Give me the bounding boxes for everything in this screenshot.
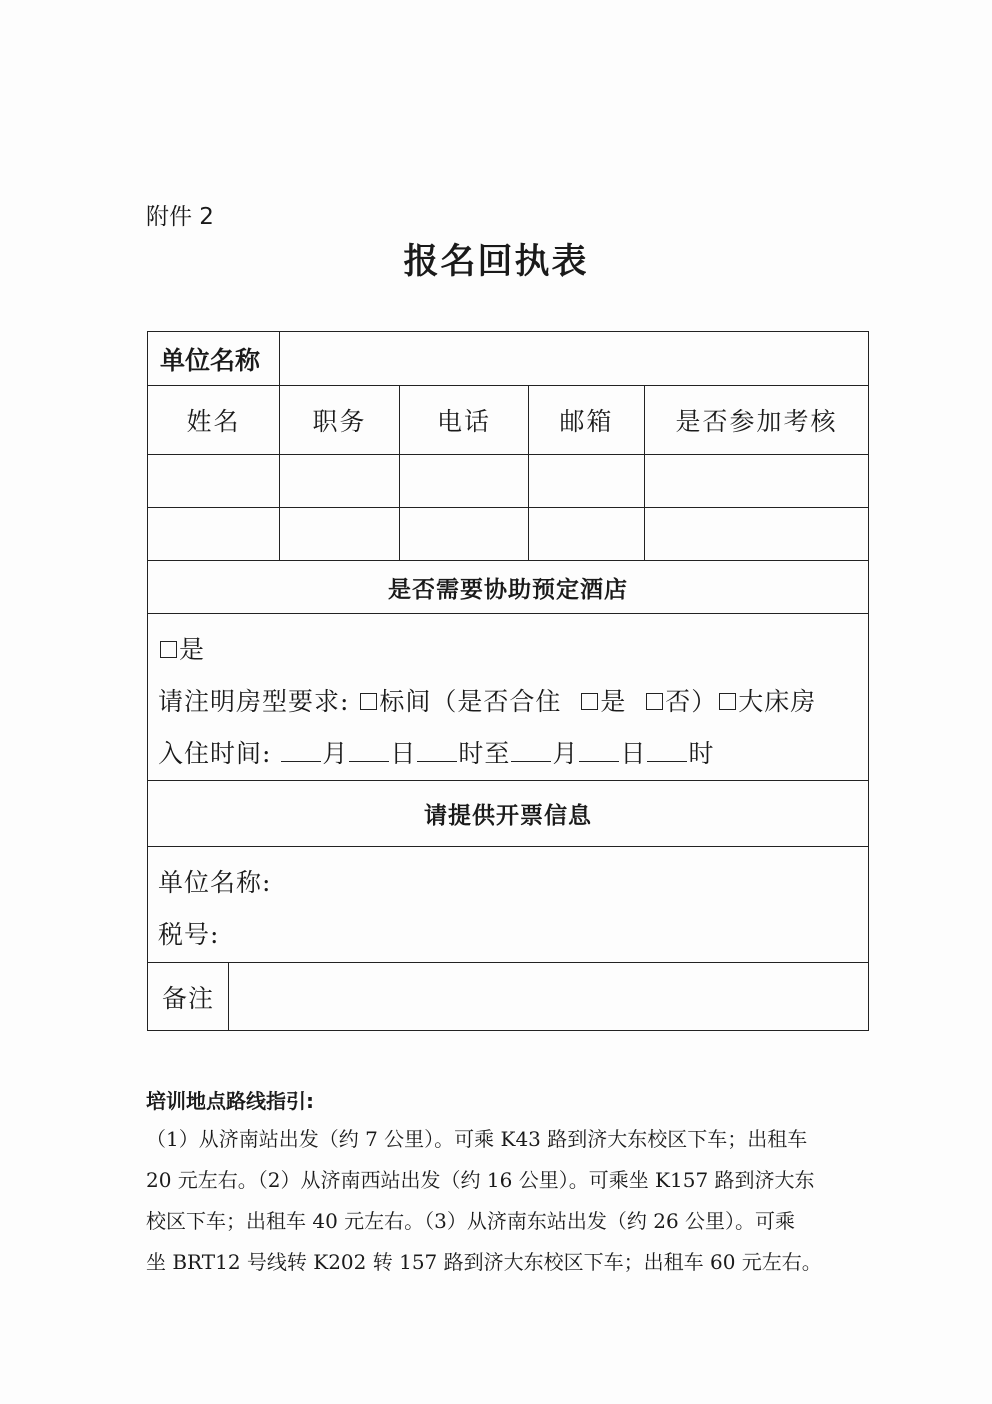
checkout-month-blank[interactable]: [511, 741, 551, 762]
invoice-section-heading: 请提供开票信息: [148, 781, 869, 847]
hotel-details: [148, 614, 869, 781]
unit-name-field[interactable]: [280, 332, 869, 386]
share-no-label: 否）: [665, 687, 718, 716]
col-position: 职务: [280, 386, 400, 455]
remarks-field[interactable]: [229, 963, 869, 1031]
page-title: 报名回执表: [403, 241, 589, 282]
invoice-details: [148, 847, 869, 963]
phone-cell[interactable]: [400, 508, 529, 561]
route-guide-line: 20 元左右。（2）从济南西站出发（约 16 公里）。可乘坐 K157 路到济大东: [146, 1168, 815, 1192]
route-guide-title: 培训地点路线指引:: [146, 1089, 314, 1113]
registration-form-table: [147, 331, 869, 1031]
day-unit: 日: [620, 739, 647, 768]
unit-row: [148, 332, 869, 386]
checkin-month-blank[interactable]: [281, 741, 321, 762]
hour-unit: 时: [688, 739, 715, 768]
hotel-section-row: [148, 561, 869, 614]
assessment-cell[interactable]: [645, 455, 869, 508]
invoice-details-row: [148, 847, 869, 963]
standard-room-checkbox[interactable]: [360, 693, 377, 710]
checkout-hour-blank[interactable]: [647, 741, 687, 762]
day-unit: 日: [390, 739, 417, 768]
position-cell[interactable]: [280, 455, 400, 508]
column-header-row: [148, 386, 869, 455]
room-type-line: [158, 676, 856, 728]
name-cell[interactable]: [148, 455, 280, 508]
hotel-yes-label: 是: [179, 635, 206, 664]
month-unit: 月: [322, 739, 349, 768]
share-yes-label: 是: [600, 687, 627, 716]
king-room-label: 大床房: [738, 687, 817, 716]
table-row: [148, 455, 869, 508]
remarks-label: 备注: [148, 963, 229, 1031]
phone-cell[interactable]: [400, 455, 529, 508]
invoice-unit-line[interactable]: 单位名称:: [158, 868, 272, 897]
col-name: 姓名: [148, 386, 280, 455]
email-cell[interactable]: [529, 508, 645, 561]
name-cell[interactable]: [148, 508, 280, 561]
invoice-section-row: [148, 781, 869, 847]
checkout-day-blank[interactable]: [579, 741, 619, 762]
remarks-row: [148, 963, 869, 1031]
standard-room-label: 标间（是否合住: [379, 687, 562, 716]
checkin-day-blank[interactable]: [349, 741, 389, 762]
col-email: 邮箱: [529, 386, 645, 455]
route-guide-text: [146, 1119, 906, 1283]
position-cell[interactable]: [280, 508, 400, 561]
assessment-cell[interactable]: [645, 508, 869, 561]
checkin-hour-blank[interactable]: [417, 741, 457, 762]
king-room-checkbox[interactable]: [719, 693, 736, 710]
table-row: [148, 508, 869, 561]
unit-name-label: 单位名称: [148, 332, 280, 386]
hotel-section-heading: 是否需要协助预定酒店: [148, 561, 869, 614]
share-no-checkbox[interactable]: [646, 693, 663, 710]
checkin-label: 入住时间:: [158, 739, 272, 768]
month-unit: 月: [552, 739, 579, 768]
share-yes-checkbox[interactable]: [581, 693, 598, 710]
col-phone: 电话: [400, 386, 529, 455]
route-guide-line: （1）从济南站出发（约 7 公里）。可乘 K43 路到济大东校区下车；出租车: [146, 1127, 808, 1151]
hotel-yes-line: [158, 624, 856, 676]
email-cell[interactable]: [529, 455, 645, 508]
room-type-label: 请注明房型要求:: [158, 687, 350, 716]
hotel-details-row: [148, 614, 869, 781]
checkin-line: [158, 728, 856, 780]
hour-to-unit: 时至: [458, 739, 511, 768]
route-guide-line: 校区下车；出租车 40 元左右。（3）从济南东站出发（约 26 公里）。可乘: [146, 1209, 796, 1233]
hotel-yes-checkbox[interactable]: [160, 641, 177, 658]
col-assessment: 是否参加考核: [645, 386, 869, 455]
attachment-label: 附件 2: [146, 204, 214, 230]
invoice-tax-line[interactable]: 税号:: [158, 920, 220, 949]
route-guide-line: 坐 BRT12 号线转 K202 转 157 路到济大东校区下车；出租车 60 元左右。: [146, 1250, 822, 1274]
